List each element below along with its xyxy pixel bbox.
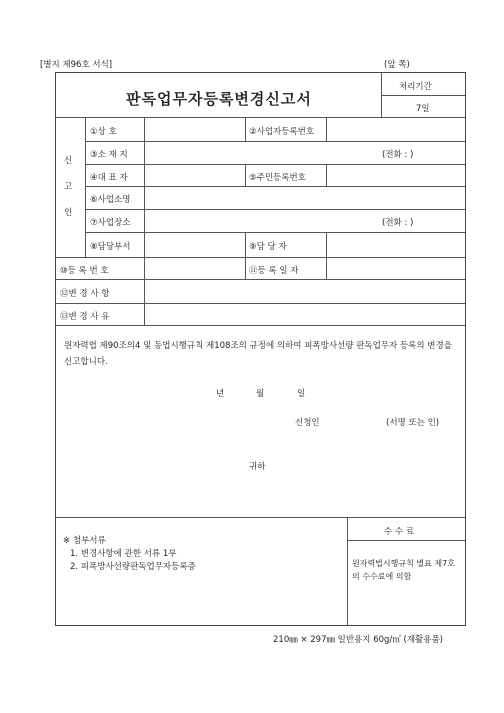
resident-number-label: ⑤주민등록번호 [249,173,306,183]
processing-period-value: 7일 [416,104,430,114]
fee-text: 원자력법시행규칙 별표 제7호의 수수료에 의함 [352,559,455,581]
registration-date-label: ⑪등 록 일 자 [249,266,299,276]
department-label: ⑧담당부서 [90,242,131,252]
page-side: (앞 쪽) [384,60,410,70]
addressee-label: 귀하 [249,462,266,472]
changes-label: ⑫변 경 사 항 [60,289,110,299]
site-label: ⑦사업장소 [90,218,131,228]
address-label: ③소 재 지 [90,150,128,160]
bizno-label: ②사업자등록번호 [249,127,315,137]
applicant-label: 신청인 [295,418,320,428]
registration-number-label: ⑩등 록 번 호 [60,266,109,276]
processing-period-label: 처리기간 [399,82,432,92]
phone-2: (전화 : ) [382,218,414,228]
form-number: [별지 제96호 서식] [40,60,113,70]
office-name-label: ⑥사업소명 [90,195,131,205]
attachment-item-1: 1. 변경사항에 관한 서류 1부 [70,549,177,559]
attachments-title: ※ 첨부서류 [63,536,106,546]
month-label: 월 [256,389,265,399]
fee-label: 수 수 료 [384,527,415,537]
signature-label: (서명 또는 인) [386,418,440,428]
form-title: 판독업무자등록변경신고서 [126,90,312,108]
declaration-text: 원자력법 제90조의4 및 동법시행규칙 제108조의 규정에 의하여 피폭방사선량 판독업무자 등록의 변경을 신고합니다. [64,341,452,367]
attachment-item-2: 2. 피폭방사선량판독업무자등록증 [70,562,196,572]
reporter-section-label: 신 고 인 [64,156,73,218]
phone-1: (전화 : ) [382,150,414,160]
day-label: 일 [297,389,306,399]
paper-spec: 210㎜ × 297㎜ 일반용지 60g/㎡ (재활용품) [273,635,443,645]
representative-label: ④대 표 자 [90,173,128,183]
form-frame [55,72,466,626]
change-reason-label: ⑬변 경 사 유 [60,312,110,322]
person-label: ⑨담 당 자 [249,242,287,252]
year-label: 년 [216,389,225,399]
name-label: ①상 호 [90,127,117,137]
